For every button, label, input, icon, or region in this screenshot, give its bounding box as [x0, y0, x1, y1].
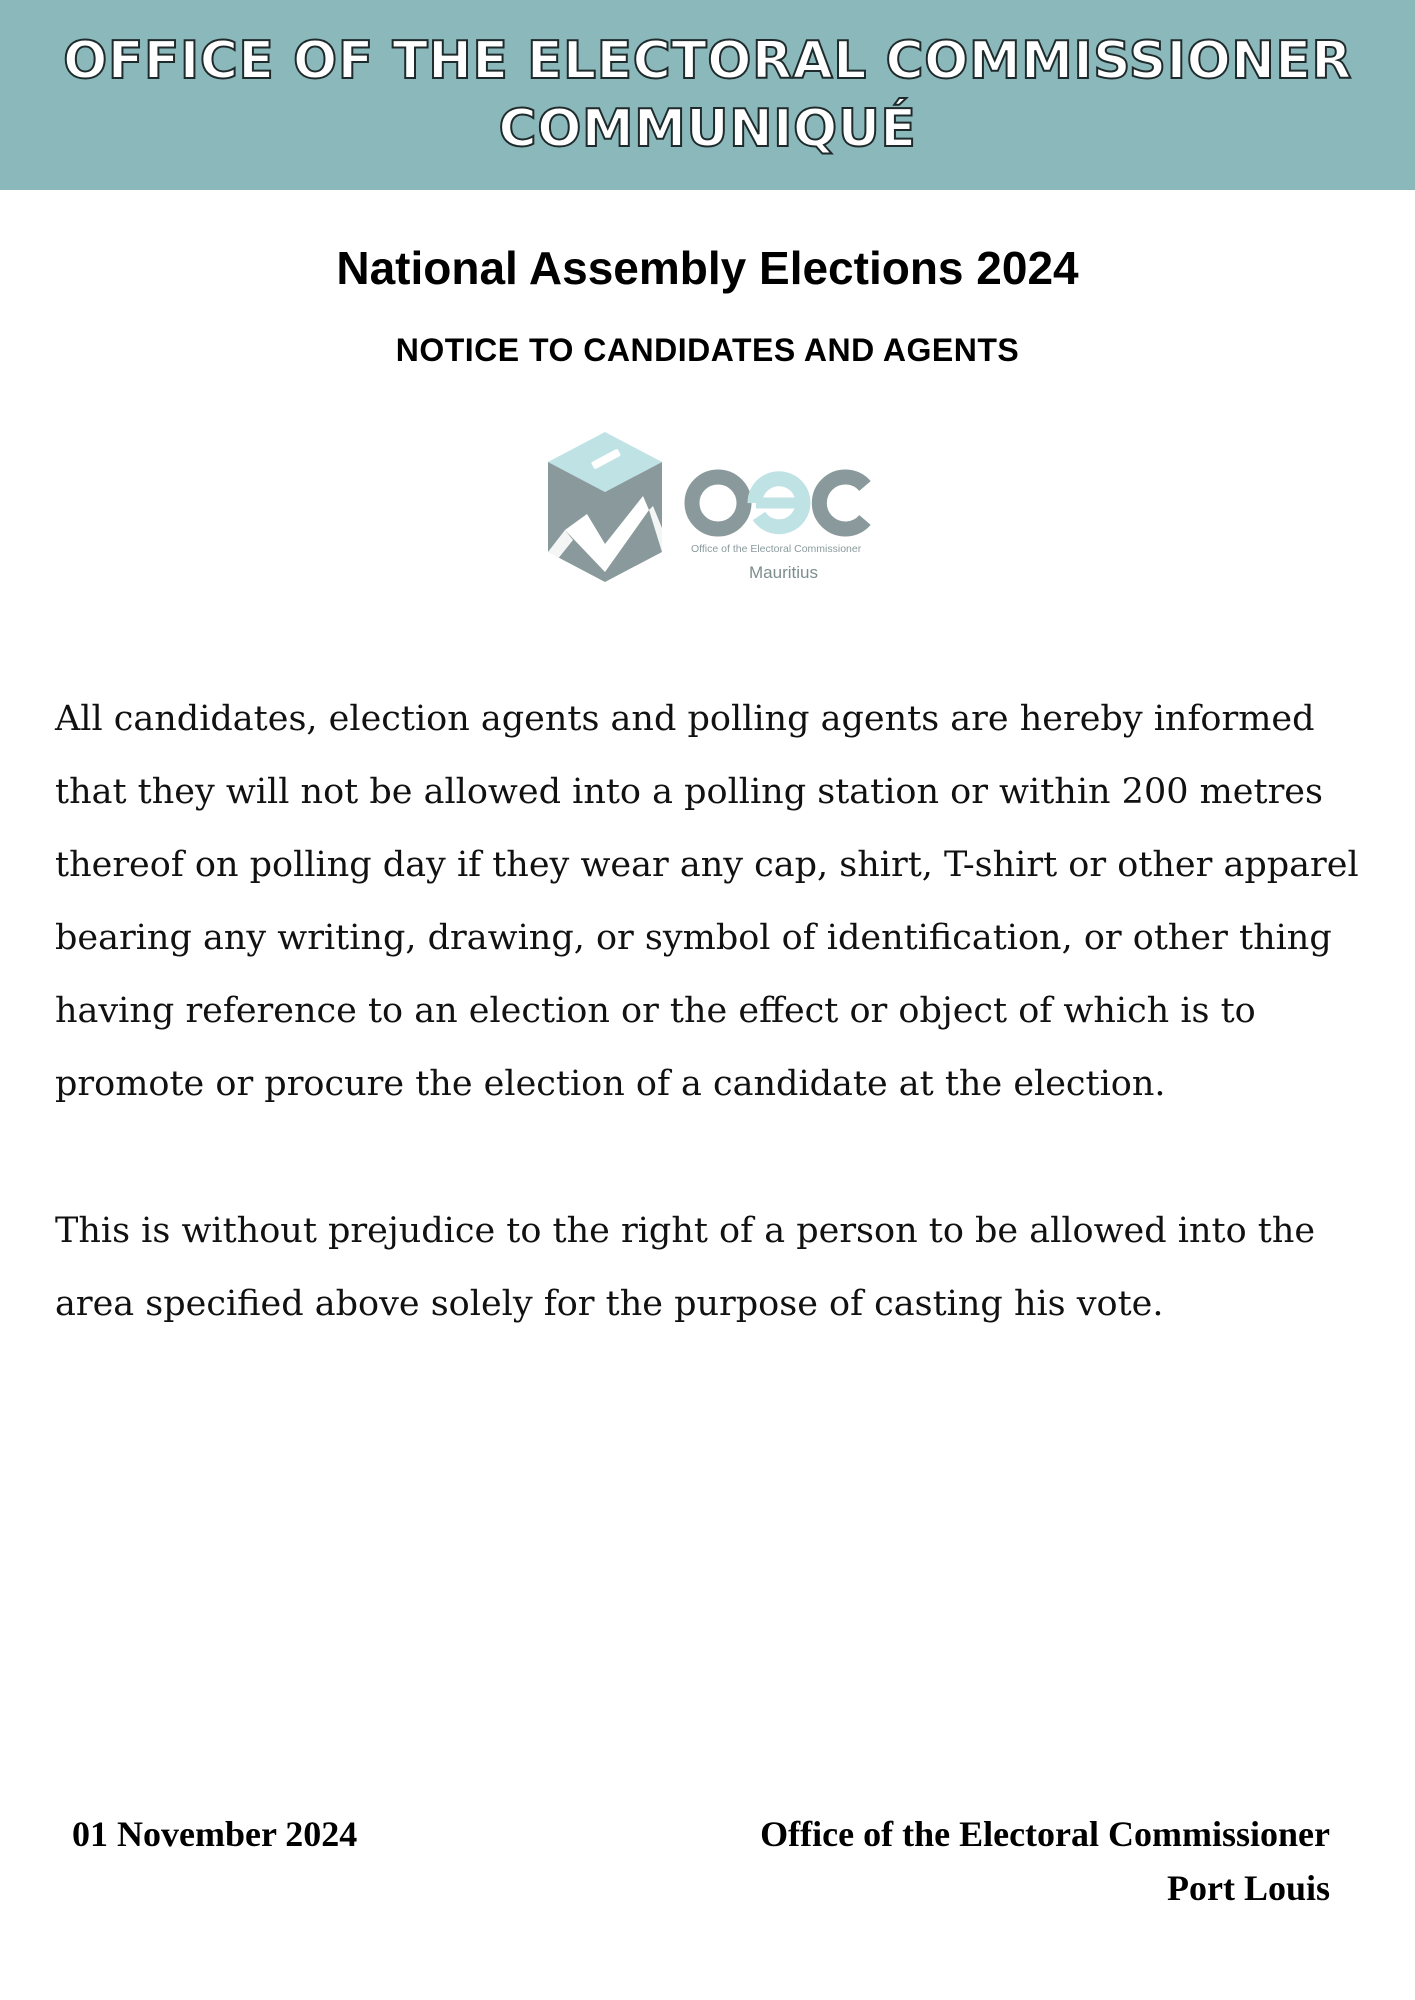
notice-paragraph-1: All candidates, election agents and polling agents are hereby informed that they will not be allowed into a polling station or within 200 metres thereof on polling day if they wear any cap, shirt, T-shirt or other apparel bearing any writing, drawing, or symbol of identification, or other thing having reference to an election or the effect or object of which is to promote or procure the election of a candidate at the election. [55, 699, 1359, 1104]
signature-block [760, 1812, 1330, 1910]
logo-country: Mauritius [749, 563, 818, 582]
header-title: OFFICE OF THE ELECTORAL COMMISSIONER [63, 31, 1352, 91]
issuing-city: Port Louis [1166, 1868, 1330, 1908]
header-banner [0, 0, 1415, 190]
issue-date: 01 November 2024 [72, 1814, 358, 1854]
header-communique: COMMUNIQUÉ [498, 99, 917, 159]
page-subtitle: NOTICE TO CANDIDATES AND AGENTS [395, 332, 1020, 368]
oec-logo [543, 432, 893, 592]
issuing-office: Office of the Electoral Commissioner [760, 1814, 1330, 1854]
logo-wordmark [692, 477, 865, 529]
notice-paragraph-2: This is without prejudice to the right of a person to be allowed into the area specified above solely for the purpose of casting his vote. [55, 1211, 1316, 1324]
page-title: National Assembly Elections 2024 [336, 242, 1079, 294]
logo-tagline: Office of the Electoral Commissioner [691, 543, 862, 555]
